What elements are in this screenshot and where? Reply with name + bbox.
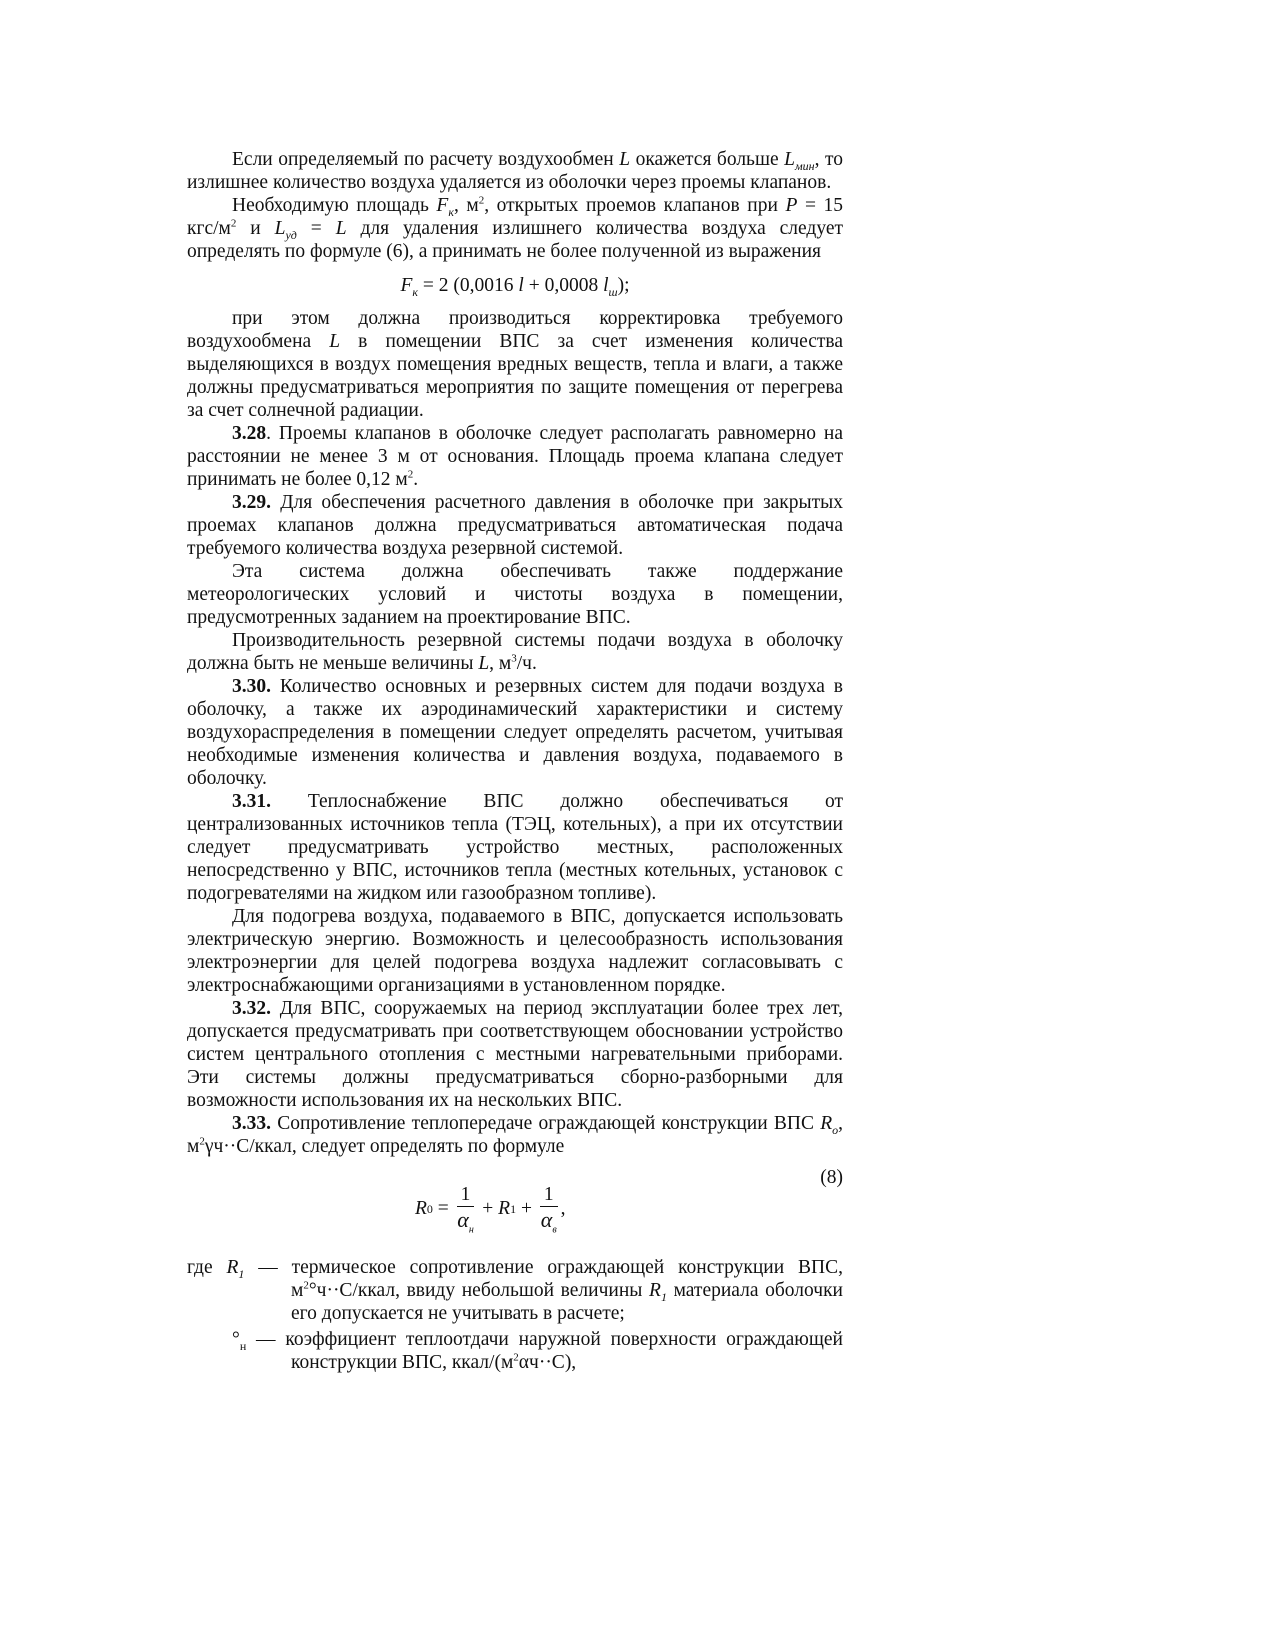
- paragraph-3-33: 3.33. Сопротивление теплопередаче ограждающей конструкции ВПС $R_о$, $м^2\gamma ч\cdot\cdot С$/ккал, следует определять по формуле: [187, 1113, 843, 1157]
- fraction-outer: $\frac{1}{\alpha_н}$: [457, 1184, 474, 1236]
- paragraph-3-31: 3.31. Теплоснабжение ВПС должно обеспечиваться от централизованных источников тепла (ТЭЦ, котельных), а при их отсутствии следует предусматривать устройство местных, расположенных непосредственно у ВПС, источников тепла (местных котельных, установок с подогревателями на жидком или газообразном топливе).: [187, 791, 843, 904]
- paragraph-valve-area: Необходимую площадь $F_к$, $м^2$, открытых проемов клапанов при P = 15 кгс/$м^2$ и $L_{уд} = L$ для удаления излишнего количества воздуха следует определять по формуле (6), а принимать не более полученной из выражения: [187, 194, 844, 262]
- paragraph-3-29: 3.29. Для обеспечения расчетного давления в оболочке при закрытых проемах клапанов должна предусматриваться автоматическая подача требуемого количества воздуха резервной системой.: [187, 492, 843, 559]
- paragraph-3-32: 3.32. Для ВПС, сооружаемых на период эксплуатации более трех лет, допускается предусматривать при соответствующем обосновании устройство систем центрального отопления с местными нагревательными приборами. Эти системы должны предусматриваться сборно-разборными для возможности использования их на нескольких ВПС.: [187, 998, 843, 1111]
- paragraph-3-29-capacity: Производительность резервной системы подачи воздуха в оболочку должна быть не меньше величины L, $м^3/ч$.: [187, 630, 843, 674]
- paragraph-air-exchange: Если определяемый по расчету воздухообмен L окажется больше $L_{мин}$, то излишнее количество воздуха удаляется из оболочки через проемы клапанов.: [187, 149, 843, 193]
- paragraph-3-29-system: Эта система должна обеспечивать также поддержание метеорологических условий и чистоты воздуха в помещении, предусмотренных заданием на проектирование ВПС.: [187, 561, 843, 628]
- definition-r1: где $R_1$ — термическое сопротивление ограждающей конструкции ВПС, $м^2^\circ ч\cdot\cdot С$/ккал, ввиду небольшой величины $R_1$ материала оболочки его допускается не учитывать в расчете;: [187, 1257, 843, 1324]
- paragraph-3-30: 3.30. Количество основных и резервных систем для подачи воздуха в оболочку, а также их аэродинамический характеристики и систему воздухораспределения в помещении следует определять расчетом, учитывая необходимые изменения количества и давления воздуха, подаваемого в оболочку.: [187, 676, 843, 789]
- formula-8-body: R 0 = $\frac{1}{\alpha_н}$ + R 1 + $\frac{1}{\alpha_в}$ ,: [415, 1184, 566, 1236]
- fraction-inner: $\frac{1}{\alpha_в}$: [540, 1184, 557, 1236]
- document-page: [187, 148, 843, 1374]
- paragraph-correction: при этом должна производиться корректировка требуемого воздухообмена L в помещении ВПС за счет изменения количества выделяющихся в воздух помещения вредных веществ, тепла и влаги, а также должны предусматриваться мероприятия по защите помещения от перегрева за счет солнечной радиации.: [187, 308, 843, 421]
- paragraph-3-28: 3.28. Проемы клапанов в оболочке следует располагать равномерно на расстоянии не менее 3 м от основания. Площадь проема клапана следует принимать не более 0,12 $м^2$.: [187, 423, 843, 490]
- formula-number: (8): [820, 1167, 843, 1188]
- definition-alpha-n: $^\circ_н$ — коэффициент теплоотдачи наружной поверхности ограждающей конструкции ВПС, ккал/$(м^2\alpha ч\cdot\cdot С)$,: [232, 1329, 843, 1373]
- paragraph-3-31-electric: Для подогрева воздуха, подаваемого в ВПС, допускается использовать электрическую энергию. Возможность и целесообразность использования электроэнергии для целей подогрева воздуха надлежит согласовывать с электроснабжающими организациями в установленном порядке.: [187, 906, 843, 996]
- formula-8: [187, 1166, 843, 1246]
- formula-fk: $F_к = 2$ (0,0016 l + 0,0008 $l_ш$);: [400, 275, 630, 299]
